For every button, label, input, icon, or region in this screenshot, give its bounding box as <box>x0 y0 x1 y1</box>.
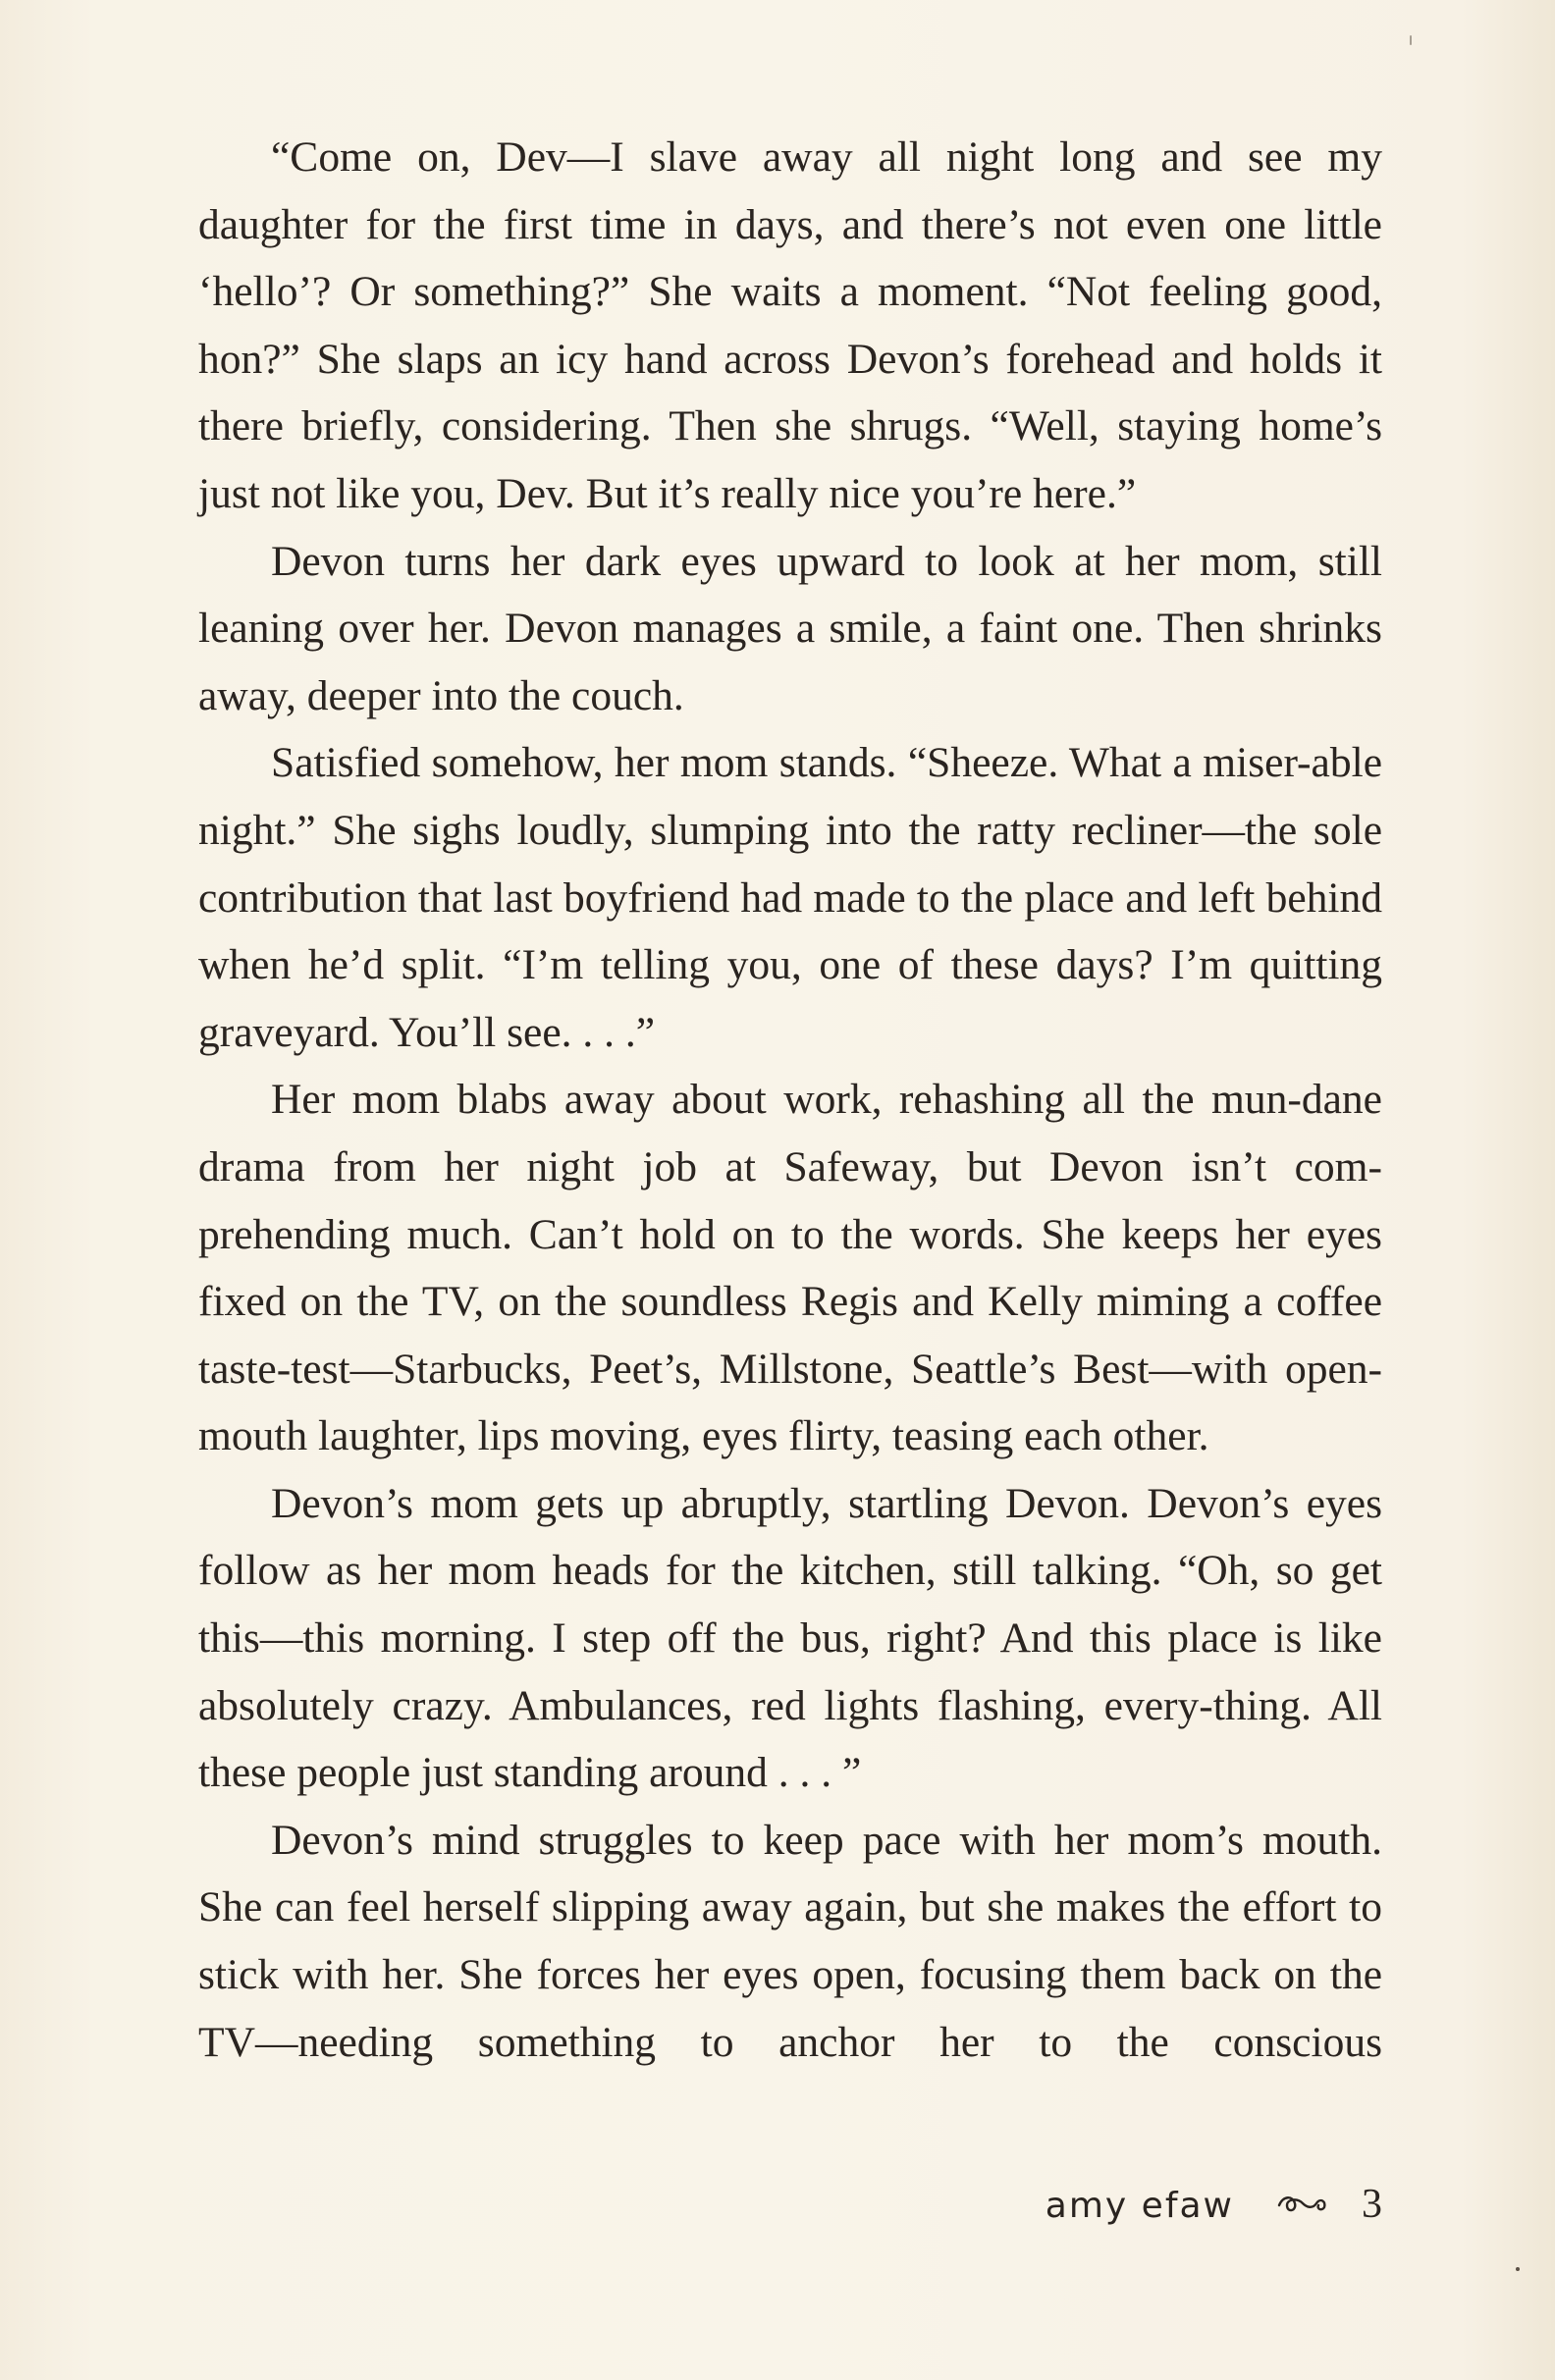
swirl-ornament-icon <box>1275 2179 1330 2200</box>
paragraph-4: Her mom blabs away about work, rehashing all the mun-dane drama from her night job at Safeway, but Devon isn’t com-prehending much. Can’t hold on to the words. She keeps her eyes fixed on the TV, on the soundless Regis and Kelly miming a coffee taste-test—Starbucks, Peet’s, Millstone, Seattle’s Best—with open-mouth laughter, lips moving, eyes flirty, teasing each other. <box>198 1076 1382 1460</box>
paper-speck <box>1410 35 1412 45</box>
paragraph-6: Devon’s mind struggles to keep pace with her mom’s mouth. She can feel herself slipping away again, but she makes the effort to stick with her. She forces her eyes open, focusing them back on the TV—needing something to anchor her to the conscious <box>198 1816 1382 2066</box>
page-number: 3 <box>1362 2182 1382 2227</box>
author-name: amy efaw <box>1045 2186 1234 2226</box>
body-text <box>198 124 1382 2076</box>
paragraph-2: Devon turns her dark eyes upward to look at her mom, still leaning over her. Devon manages a smile, a faint one. Then shrinks away, deeper into the couch. <box>198 537 1382 719</box>
paragraph-3: Satisfied somehow, her mom stands. “Sheeze. What a miser-able night.” She sighs loudly, slumping into the ratty recliner—the sole contribution that last boyfriend had made to the place and left behind when he’d split. “I’m telling you, one of these days? I’m quitting graveyard. You’ll see. . . .” <box>198 739 1382 1056</box>
paragraph-5: Devon’s mom gets up abruptly, startling Devon. Devon’s eyes follow as her mom heads for the kitchen, still talking. “Oh, so get this—this morning. I step off the bus, right? And this place is like absolutely crazy. Ambulances, red lights flashing, every-thing. All these people just standing around . . . ” <box>198 1479 1382 1797</box>
paper-speck <box>1516 2267 1520 2271</box>
paragraph-1: “Come on, Dev—I slave away all night long and see my daughter for the first time in days, and there’s not even one little ‘hello’? Or something?” She waits a moment. “Not feeling good, hon?” She slaps an icy hand across Devon’s forehead and holds it there briefly, considering. Then she shrugs. “Well, staying home’s just not like you, Dev. But it’s really nice you’re here.” <box>198 133 1382 517</box>
running-footer <box>1046 2181 1382 2228</box>
